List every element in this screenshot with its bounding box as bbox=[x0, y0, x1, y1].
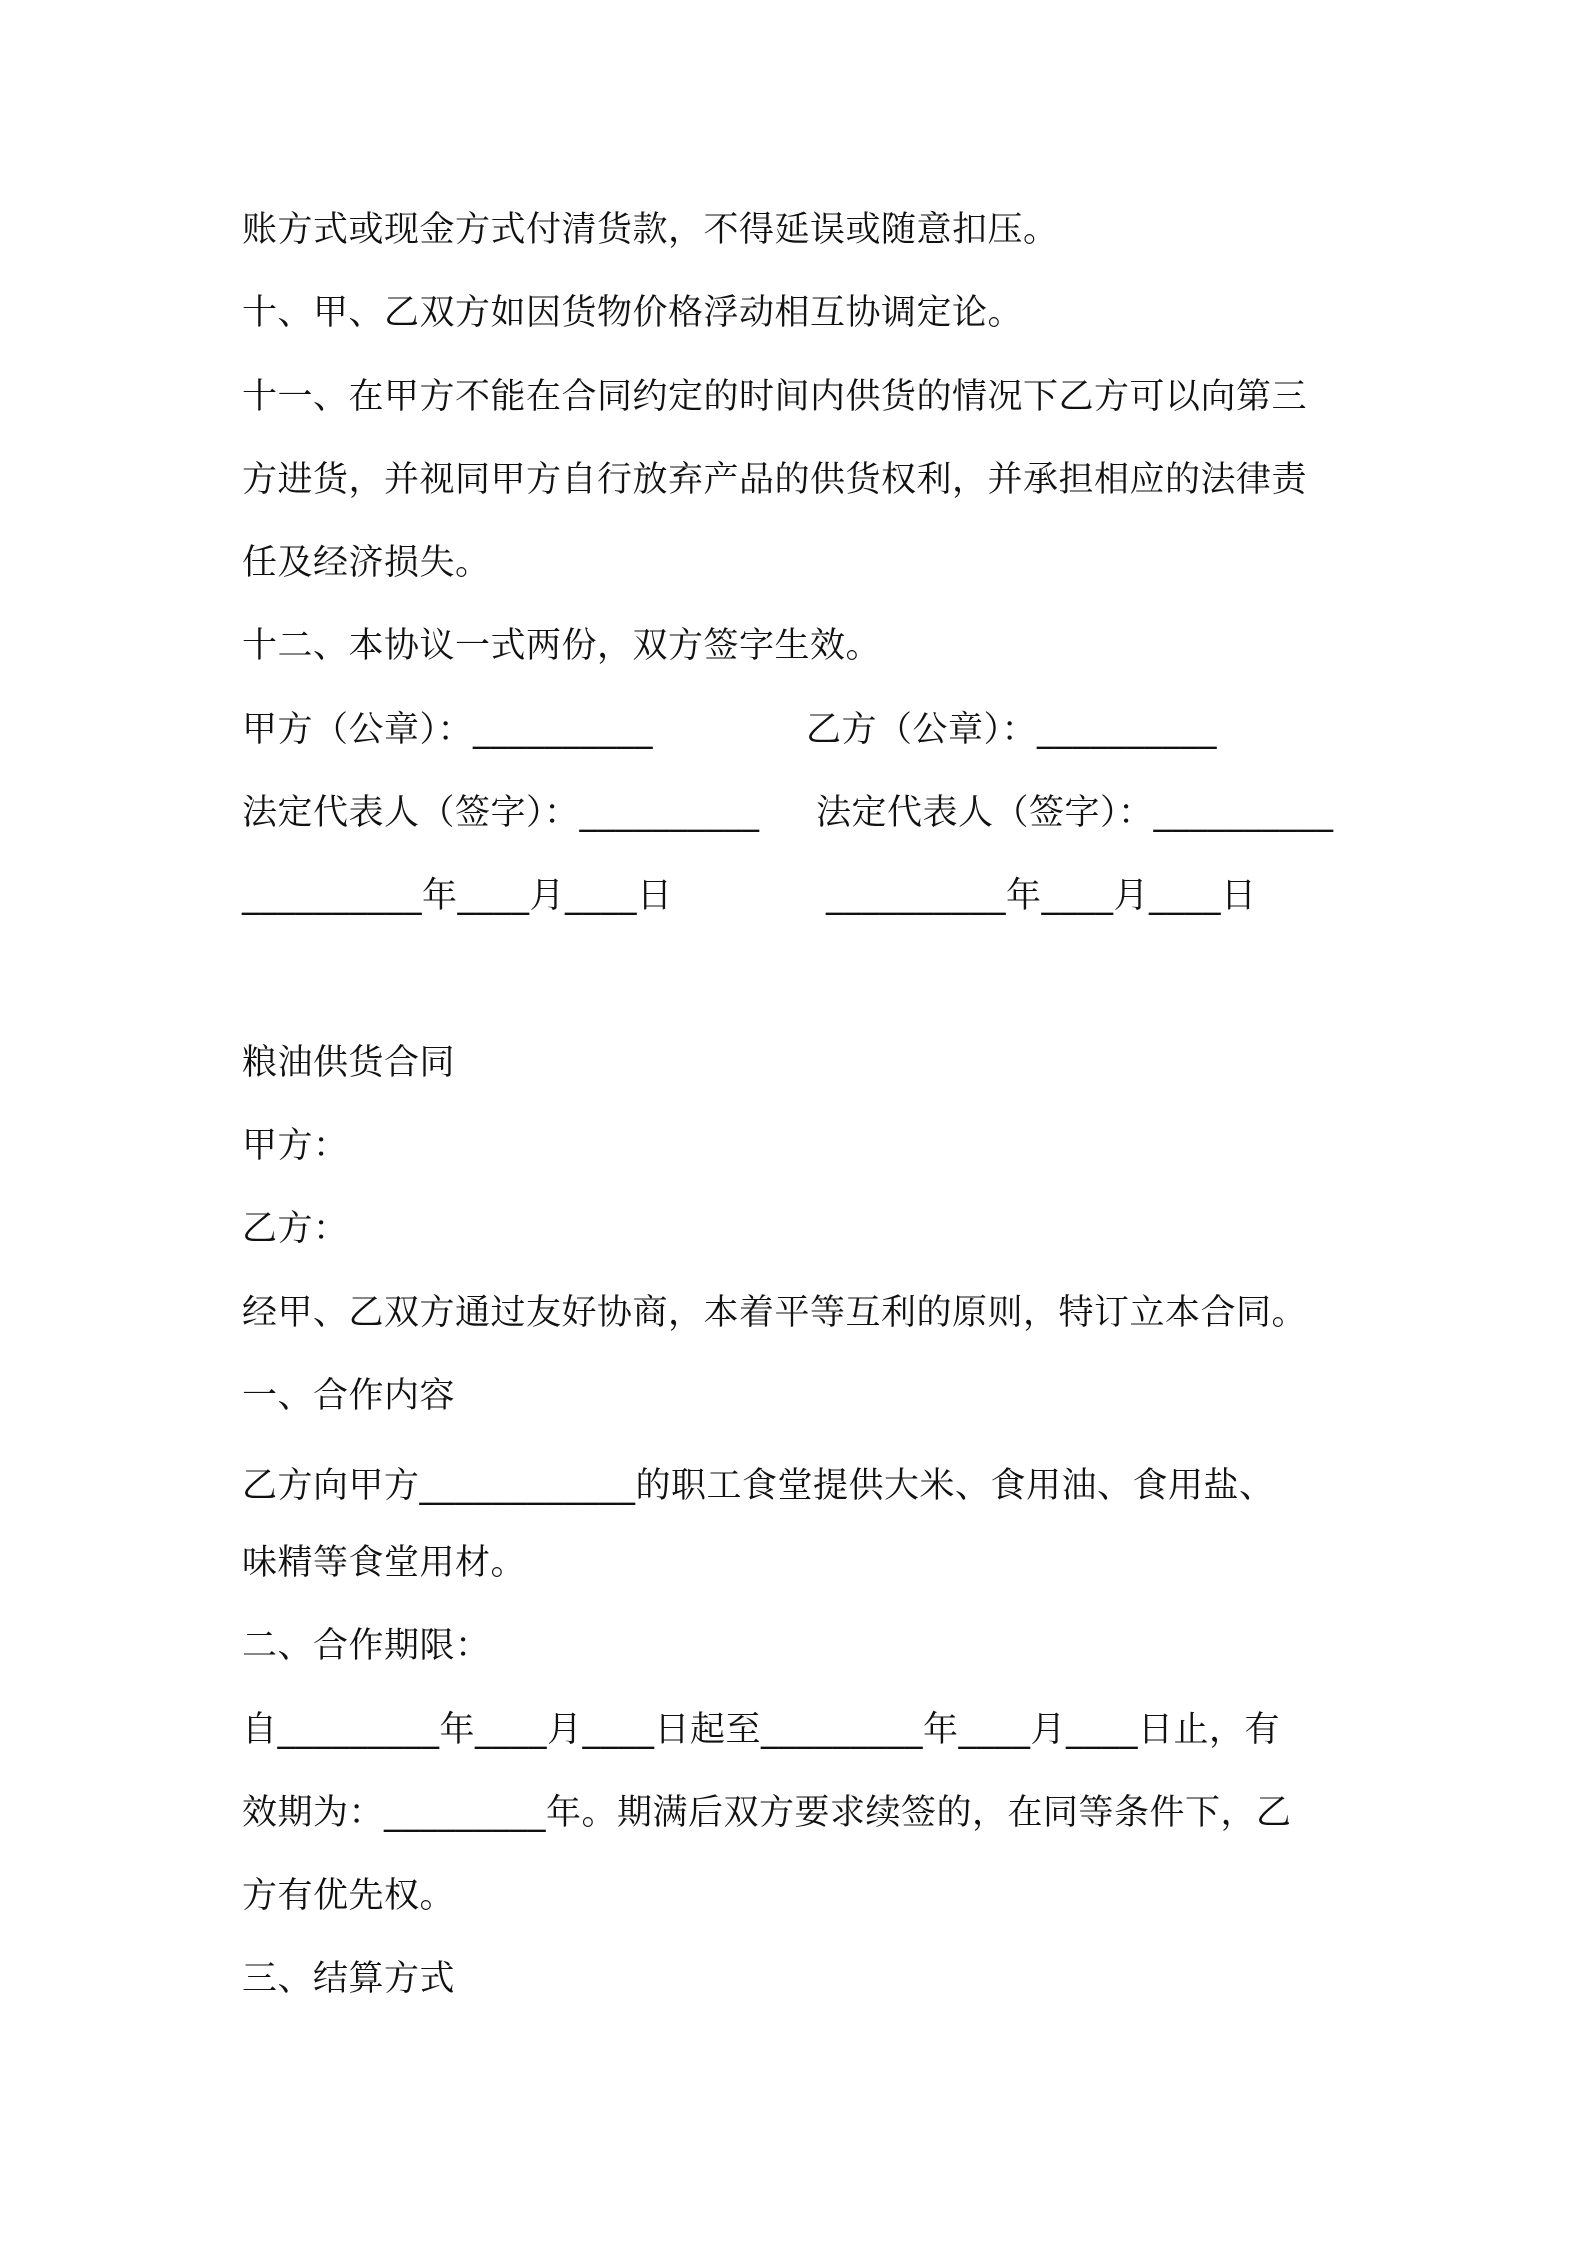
clause-11-line-1: 十一、在甲方不能在合同约定的时间内供货的情况下乙方可以向第三 bbox=[242, 377, 1308, 417]
party-a-seal-field: 甲方（公章）：__________ bbox=[242, 710, 654, 750]
contract-preamble: 经甲、乙双方通过友好协商，本着平等互利的原则，特订立本合同。 bbox=[242, 1293, 1308, 1333]
party-b-seal-field: 乙方（公章）：__________ bbox=[806, 710, 1218, 750]
clause-11-line-3: 任及经济损失。 bbox=[242, 543, 491, 583]
party-a-representative-field: 法定代表人（签字）：__________ bbox=[242, 793, 760, 833]
clause-10: 十、甲、乙双方如因货物价格浮动相互协调定论。 bbox=[242, 293, 1024, 333]
section-2-line-3: 方有优先权。 bbox=[242, 1876, 456, 1916]
party-a-label: 甲方： bbox=[242, 1126, 349, 1166]
section-2-heading: 二、合作期限： bbox=[242, 1626, 491, 1666]
party-b-label: 乙方： bbox=[242, 1209, 349, 1249]
section-1-line-1: 乙方向甲方____________的职工食堂提供大米、食用油、食用盐、 bbox=[242, 1466, 1275, 1506]
section-1-line-2: 味精等食堂用材。 bbox=[242, 1543, 527, 1583]
section-1-heading: 一、合作内容 bbox=[242, 1376, 456, 1416]
clause-11-line-2: 方进货，并视同甲方自行放弃产品的供货权利，并承担相应的法律责 bbox=[242, 460, 1308, 500]
contract-title: 粮油供货合同 bbox=[242, 1043, 456, 1083]
party-b-representative-field: 法定代表人（签字）：__________ bbox=[816, 793, 1334, 833]
party-a-date-field: __________年____月____日 bbox=[242, 876, 673, 916]
section-2-line-1: 自_________年____月____日起至_________年____月____日止，有 bbox=[242, 1710, 1281, 1750]
party-b-date-field: __________年____月____日 bbox=[826, 876, 1257, 916]
section-3-heading: 三、结算方式 bbox=[242, 1959, 456, 1999]
payment-clause-continuation: 账方式或现金方式付清货款，不得延误或随意扣压。 bbox=[242, 210, 1059, 250]
section-2-line-2: 效期为：_________年。期满后双方要求续签的，在同等条件下，乙 bbox=[242, 1793, 1292, 1833]
clause-12: 十二、本协议一式两份，双方签字生效。 bbox=[242, 626, 882, 666]
